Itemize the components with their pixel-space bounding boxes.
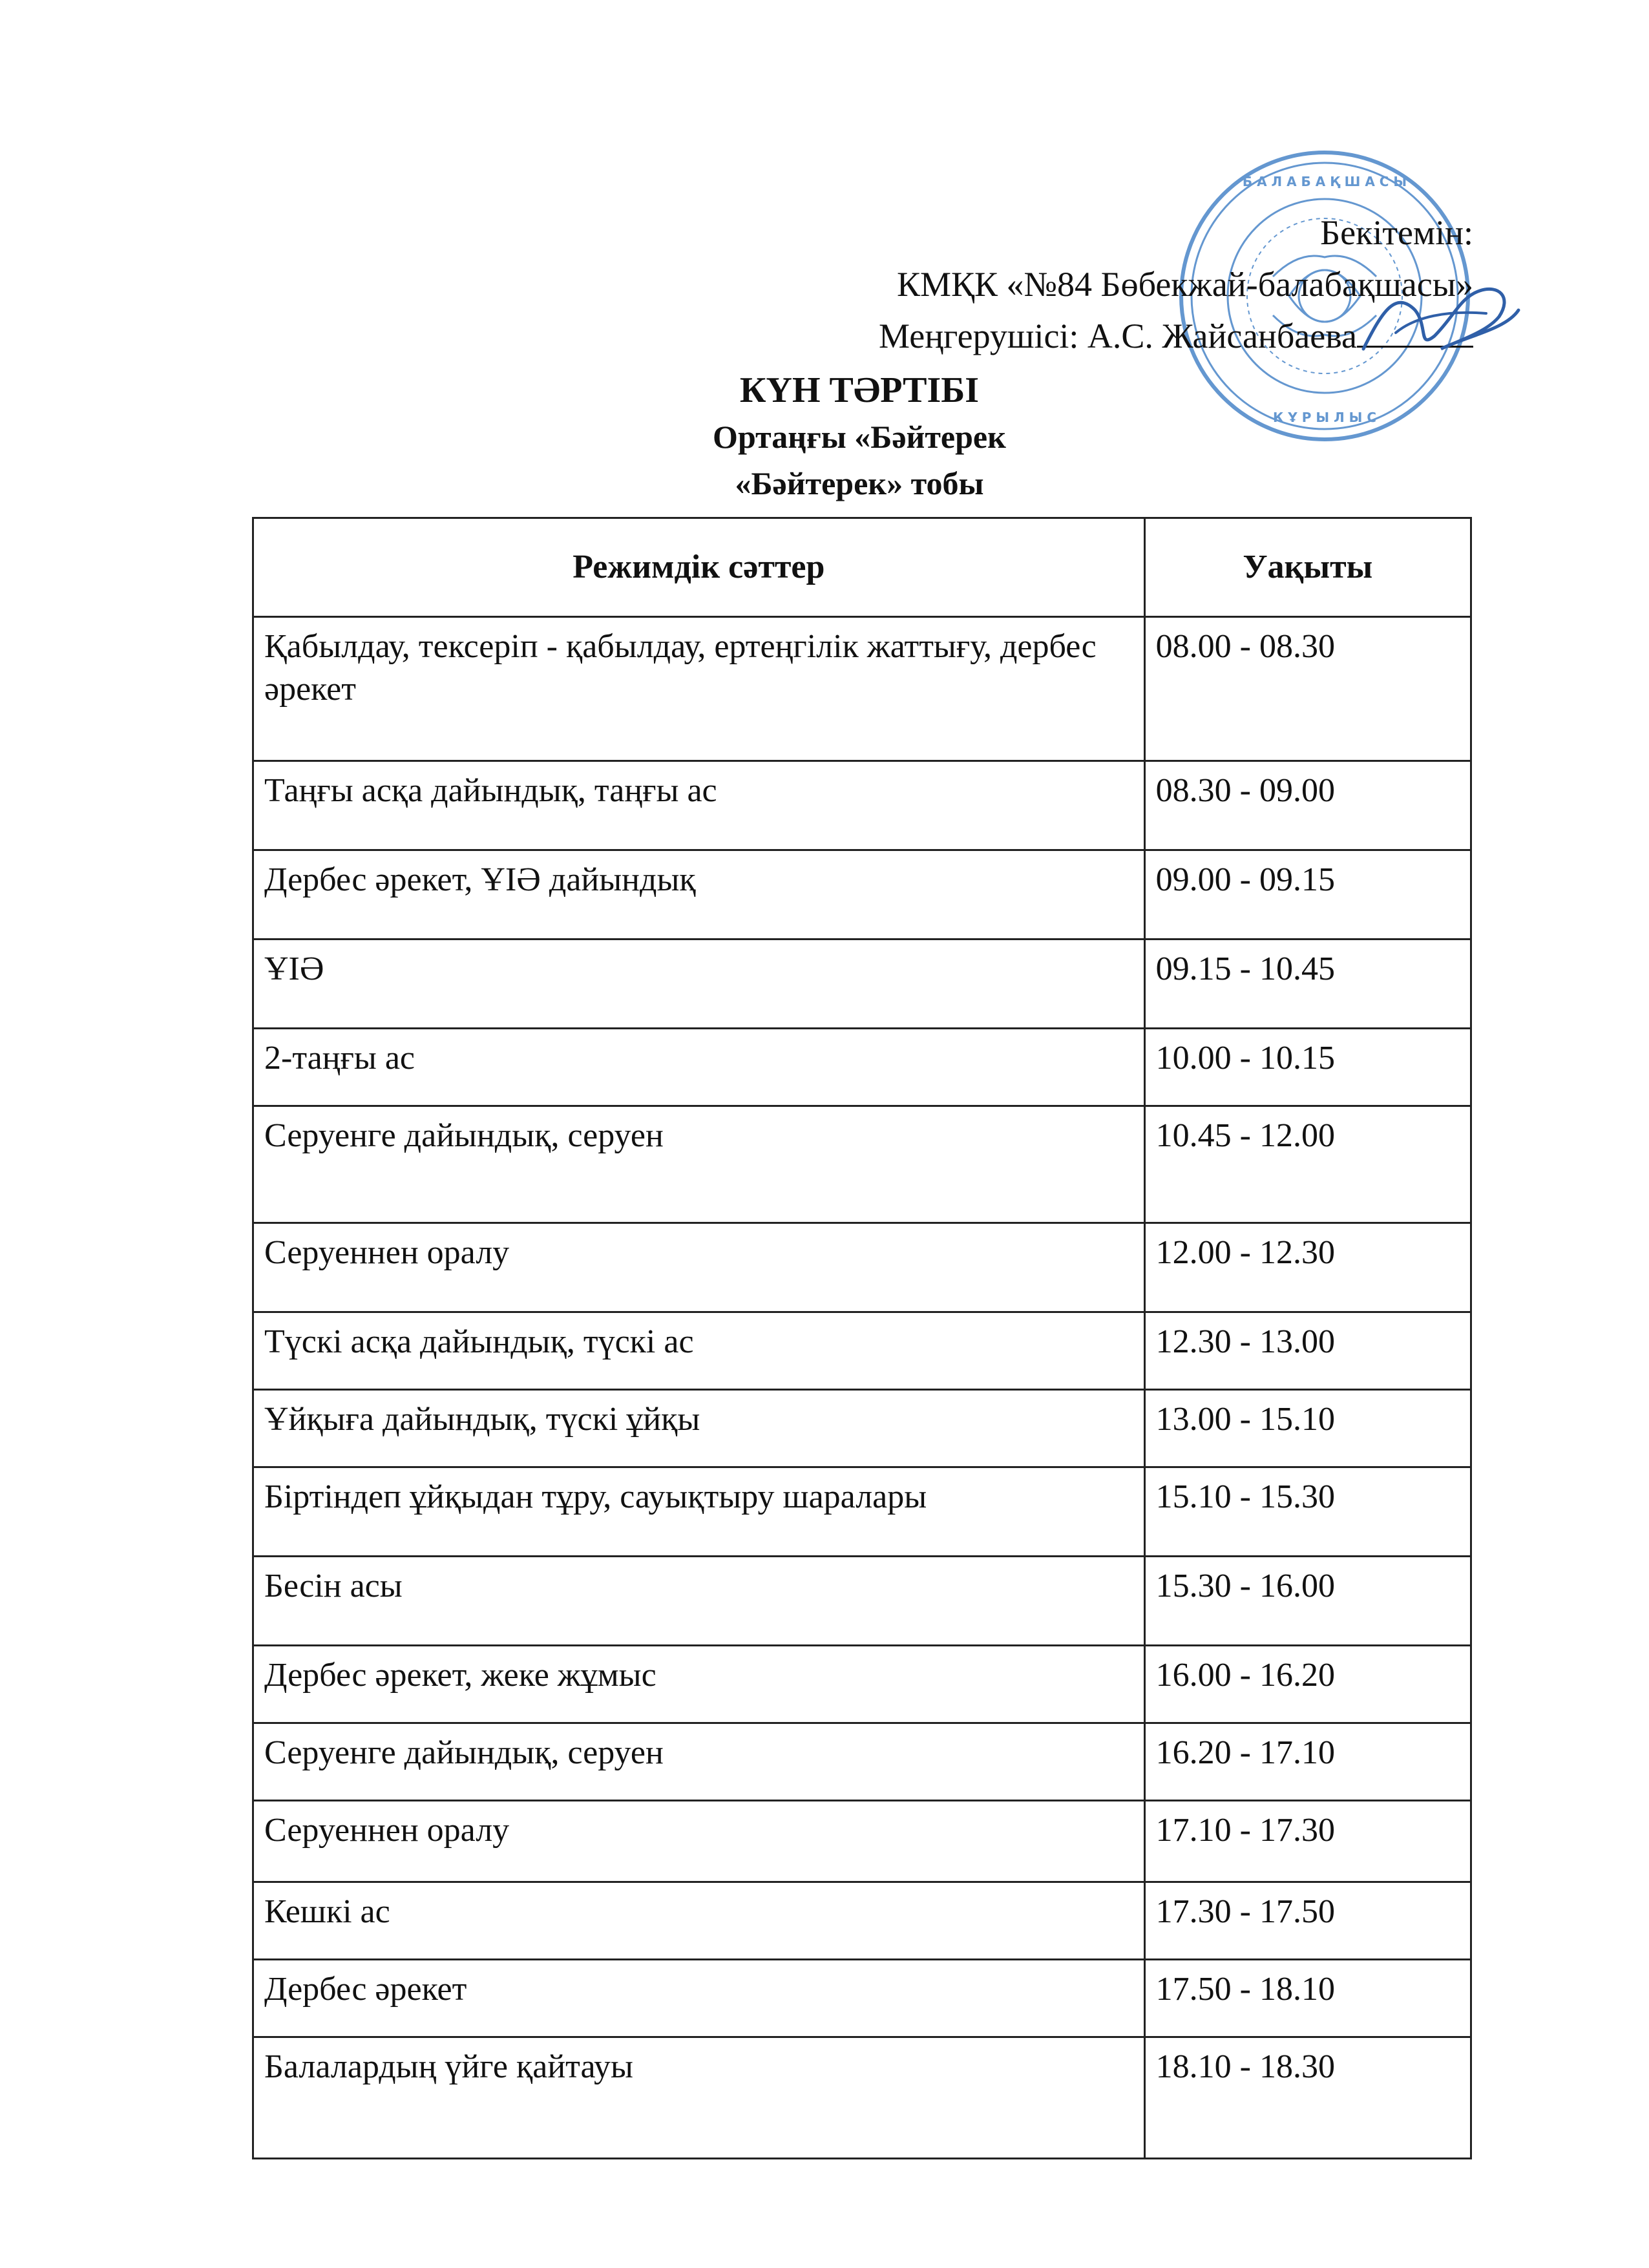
activity-cell: Дербес әрекет, ҰІӘ дайындық: [253, 850, 1145, 940]
activity-cell: Серуеннен оралу: [253, 1223, 1145, 1312]
table-row: [253, 1960, 1471, 2037]
table-row: [253, 1467, 1471, 1557]
table-header-row: [253, 518, 1471, 617]
table-row: [253, 1723, 1471, 1801]
group-subtitle-1: Ортаңғы «Бәйтерек: [713, 419, 1006, 455]
table-row: [253, 1882, 1471, 1960]
time-cell: 18.10 - 18.30: [1144, 2037, 1471, 2159]
time-cell: 12.00 - 12.30: [1144, 1223, 1471, 1312]
activity-cell: Бесін асы: [253, 1557, 1145, 1646]
approved-label: Бекітемін:: [1320, 213, 1473, 252]
activity-cell: Қабылдау, тексеріп - қабылдау, ертеңгілік жаттығу, дербес әрекет: [253, 617, 1145, 761]
activity-cell: 2-таңғы ас: [253, 1029, 1145, 1106]
table-row: [253, 1223, 1471, 1312]
time-cell: 10.45 - 12.00: [1144, 1106, 1471, 1223]
time-cell: 09.00 - 09.15: [1144, 850, 1471, 940]
time-cell: 09.15 - 10.45: [1144, 940, 1471, 1029]
table-row: [253, 761, 1471, 850]
table-row: [253, 1106, 1471, 1223]
time-cell: 08.00 - 08.30: [1144, 617, 1471, 761]
signature-scribble: [1357, 271, 1525, 368]
activity-cell: ҰІӘ: [253, 940, 1145, 1029]
table-row: [253, 1557, 1471, 1646]
organization-name: КМҚК «№84 Бөбекжай-балабақшасы»: [896, 265, 1473, 304]
activity-cell: Түскі асқа дайындық, түскі ас: [253, 1312, 1145, 1390]
time-cell: 10.00 - 10.15: [1144, 1029, 1471, 1106]
activity-cell: Серуеннен оралу: [253, 1801, 1145, 1882]
activity-cell: Дербес әрекет: [253, 1960, 1145, 2037]
activity-cell: Балалардың үйге қайтауы: [253, 2037, 1145, 2159]
activity-cell: Дербес әрекет, жеке жұмыс: [253, 1646, 1145, 1723]
table-row: [253, 1390, 1471, 1467]
time-cell: 13.00 - 15.10: [1144, 1390, 1471, 1467]
time-cell: 16.20 - 17.10: [1144, 1723, 1471, 1801]
table-row: [253, 1029, 1471, 1106]
table-row: [253, 617, 1471, 761]
svg-text:Б А Л А Б А Қ Ш А С Ы: Б А Л А Б А Қ Ш А С Ы: [1242, 174, 1407, 189]
table-row: [253, 850, 1471, 940]
table-row: [253, 1801, 1471, 1882]
header-time: Уақыты: [1144, 518, 1471, 617]
time-cell: 17.30 - 17.50: [1144, 1882, 1471, 1960]
time-cell: 15.30 - 16.00: [1144, 1557, 1471, 1646]
svg-text:К Ұ Р Ы Л Ы С: К Ұ Р Ы Л Ы С: [1273, 410, 1376, 425]
header-activity: Режимдік сәттер: [253, 518, 1145, 617]
time-cell: 17.50 - 18.10: [1144, 1960, 1471, 2037]
head-name: Меңгерушісі: А.С. Жайсанбаева: [879, 317, 1357, 355]
time-cell: 17.10 - 17.30: [1144, 1801, 1471, 1882]
activity-cell: Біртіндеп ұйқыдан тұру, сауықтыру шаралары: [253, 1467, 1145, 1557]
time-cell: 16.00 - 16.20: [1144, 1646, 1471, 1723]
page-title: КҮН ТӘРТІБІ: [739, 370, 980, 410]
table-row: [253, 2037, 1471, 2159]
time-cell: 12.30 - 13.00: [1144, 1312, 1471, 1390]
group-subtitle-2: «Бәйтерек» тобы: [735, 465, 984, 501]
schedule-table: [252, 517, 1472, 2159]
activity-cell: Таңғы асқа дайындық, таңғы ас: [253, 761, 1145, 850]
table-row: [253, 940, 1471, 1029]
table-row: [253, 1312, 1471, 1390]
activity-cell: Серуенге дайындық, серуен: [253, 1106, 1145, 1223]
activity-cell: Кешкі ас: [253, 1882, 1145, 1960]
activity-cell: Серуенге дайындық, серуен: [253, 1723, 1145, 1801]
time-cell: 15.10 - 15.30: [1144, 1467, 1471, 1557]
table-row: [253, 1646, 1471, 1723]
document-title-block: [0, 367, 1649, 507]
activity-cell: Ұйқыға дайындық, түскі ұйқы: [253, 1390, 1145, 1467]
time-cell: 08.30 - 09.00: [1144, 761, 1471, 850]
